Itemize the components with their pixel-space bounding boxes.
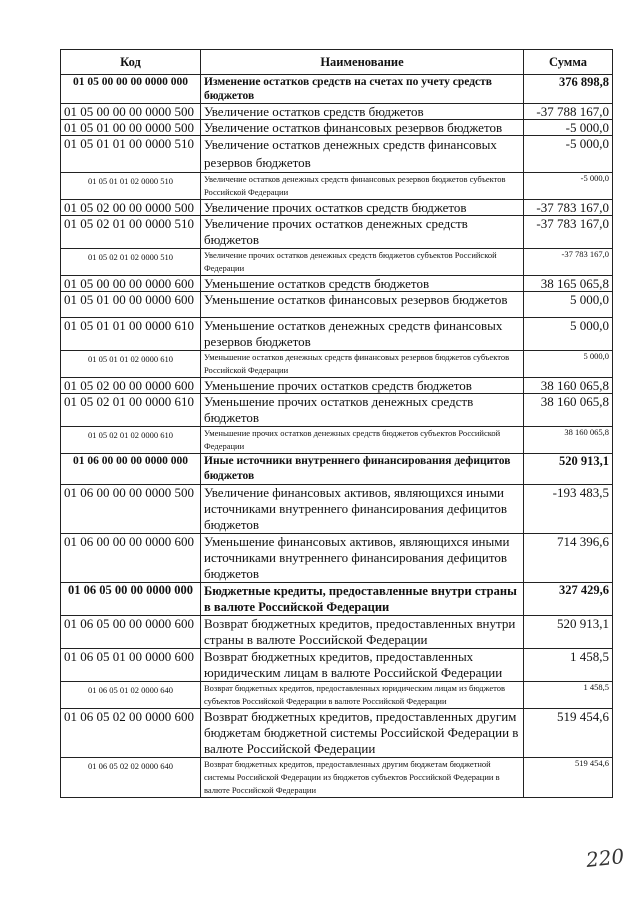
row-sum: 714 396,6 [524, 534, 613, 583]
row-code: 01 05 02 00 00 0000 600 [61, 378, 201, 394]
row-code: 01 05 01 01 02 0000 610 [61, 351, 201, 378]
table-row [61, 758, 613, 798]
row-code: 01 05 01 01 00 0000 510 [61, 136, 201, 173]
row-code: 01 05 02 01 02 0000 510 [61, 249, 201, 276]
row-code: 01 05 00 00 00 0000 000 [61, 75, 201, 104]
table-row [61, 427, 613, 454]
table-row [61, 104, 613, 120]
row-name: Уменьшение прочих остатков денежных средств бюджетов [201, 394, 524, 427]
row-name: Увеличение прочих остатков денежных средств бюджетов субъектов Российской Федерации [201, 249, 524, 276]
page-number: 220 [584, 844, 626, 872]
table-header-row [61, 50, 613, 75]
row-sum: -193 483,5 [524, 485, 613, 534]
table-row [61, 173, 613, 200]
row-name: Уменьшение прочих остатков денежных средств бюджетов субъектов Российской Федерации [201, 427, 524, 454]
row-name: Увеличение остатков денежных средств финансовых резервов бюджетов [201, 136, 524, 173]
row-name: Уменьшение остатков денежных средств финансовых резервов бюджетов [201, 318, 524, 351]
row-sum: 519 454,6 [524, 758, 613, 798]
row-sum: 5 000,0 [524, 292, 613, 318]
row-sum: 5 000,0 [524, 318, 613, 351]
row-sum: 38 160 065,8 [524, 394, 613, 427]
row-code: 01 05 00 00 00 0000 500 [61, 104, 201, 120]
row-code: 01 05 00 00 00 0000 600 [61, 276, 201, 292]
row-sum: 38 160 065,8 [524, 427, 613, 454]
table-row [61, 216, 613, 249]
row-sum: 519 454,6 [524, 709, 613, 758]
row-name: Бюджетные кредиты, предоставленные внутри страны в валюте Российской Федерации [201, 583, 524, 616]
table-row [61, 709, 613, 758]
row-code: 01 06 05 00 00 0000 000 [61, 583, 201, 616]
table-row [61, 200, 613, 216]
row-code: 01 06 00 00 00 0000 000 [61, 454, 201, 485]
row-name: Возврат бюджетных кредитов, предоставленных юридическим лицам из бюджетов субъектов Российской Федерации в валюте Российской Федерации [201, 682, 524, 709]
row-code: 01 06 05 01 02 0000 640 [61, 682, 201, 709]
row-sum: -37 783 167,0 [524, 200, 613, 216]
row-sum: 38 165 065,8 [524, 276, 613, 292]
table-row [61, 649, 613, 682]
table-row [61, 75, 613, 104]
row-sum: 520 913,1 [524, 616, 613, 649]
header-sum: Сумма [524, 50, 613, 75]
row-code: 01 06 05 00 00 0000 600 [61, 616, 201, 649]
header-code: Код [61, 50, 201, 75]
row-name: Увеличение остатков финансовых резервов бюджетов [201, 120, 524, 136]
row-sum: -5 000,0 [524, 173, 613, 200]
row-code: 01 05 01 01 00 0000 610 [61, 318, 201, 351]
row-code: 01 06 00 00 00 0000 600 [61, 534, 201, 583]
row-sum: 1 458,5 [524, 682, 613, 709]
row-sum: -37 788 167,0 [524, 104, 613, 120]
row-sum: 376 898,8 [524, 75, 613, 104]
row-code: 01 05 02 01 00 0000 610 [61, 394, 201, 427]
row-code: 01 05 01 00 00 0000 500 [61, 120, 201, 136]
row-name: Уменьшение финансовых активов, являющихся иными источниками внутреннего финансирования дефицитов бюджетов [201, 534, 524, 583]
row-sum: 1 458,5 [524, 649, 613, 682]
row-code: 01 06 05 01 00 0000 600 [61, 649, 201, 682]
row-code: 01 06 00 00 00 0000 500 [61, 485, 201, 534]
row-name: Иные источники внутреннего финансирования дефицитов бюджетов [201, 454, 524, 485]
table-row [61, 120, 613, 136]
table-row [61, 351, 613, 378]
header-name: Наименование [201, 50, 524, 75]
budget-sources-table [60, 49, 613, 798]
row-name: Увеличение остатков средств бюджетов [201, 104, 524, 120]
row-code: 01 05 01 01 02 0000 510 [61, 173, 201, 200]
table-row [61, 292, 613, 318]
row-name: Возврат бюджетных кредитов, предоставленных другим бюджетам бюджетной системы Российской Федерации в валюте Российской Федерации [201, 709, 524, 758]
table-row [61, 485, 613, 534]
row-name: Увеличение остатков денежных средств финансовых резервов бюджетов субъектов Российской Федерации [201, 173, 524, 200]
table-row [61, 249, 613, 276]
table-row [61, 318, 613, 351]
row-code: 01 05 02 01 00 0000 510 [61, 216, 201, 249]
row-name: Уменьшение остатков финансовых резервов бюджетов [201, 292, 524, 318]
row-code: 01 06 05 02 02 0000 640 [61, 758, 201, 798]
row-code: 01 05 02 00 00 0000 500 [61, 200, 201, 216]
row-sum: -37 783 167,0 [524, 216, 613, 249]
row-name: Возврат бюджетных кредитов, предоставленных внутри страны в валюте Российской Федерации [201, 616, 524, 649]
row-sum: 327 429,6 [524, 583, 613, 616]
table-row [61, 136, 613, 173]
row-sum: -37 783 167,0 [524, 249, 613, 276]
row-name: Увеличение прочих остатков денежных средств бюджетов [201, 216, 524, 249]
row-name: Уменьшение остатков средств бюджетов [201, 276, 524, 292]
table-row [61, 378, 613, 394]
row-code: 01 06 05 02 00 0000 600 [61, 709, 201, 758]
table-row [61, 276, 613, 292]
row-sum: 5 000,0 [524, 351, 613, 378]
table-row [61, 394, 613, 427]
row-name: Возврат бюджетных кредитов, предоставленных другим бюджетам бюджетной системы Российской Федерации из бюджетов субъектов Российской Федерации в валюте Российской Федерации [201, 758, 524, 798]
row-name: Возврат бюджетных кредитов, предоставленных юридическим лицам в валюте Российской Федерации [201, 649, 524, 682]
row-name: Уменьшение остатков денежных средств финансовых резервов бюджетов субъектов Российской Федерации [201, 351, 524, 378]
row-sum: -5 000,0 [524, 120, 613, 136]
table-row [61, 583, 613, 616]
row-code: 01 05 01 00 00 0000 600 [61, 292, 201, 318]
table-row [61, 616, 613, 649]
table-row [61, 454, 613, 485]
row-name: Увеличение финансовых активов, являющихся иными источниками внутреннего финансирования дефицитов бюджетов [201, 485, 524, 534]
row-sum: 520 913,1 [524, 454, 613, 485]
row-name: Уменьшение прочих остатков средств бюджетов [201, 378, 524, 394]
table-row [61, 682, 613, 709]
row-name: Увеличение прочих остатков средств бюджетов [201, 200, 524, 216]
row-sum: 38 160 065,8 [524, 378, 613, 394]
table-row [61, 534, 613, 583]
row-name: Изменение остатков средств на счетах по учету средств бюджетов [201, 75, 524, 104]
row-code: 01 05 02 01 02 0000 610 [61, 427, 201, 454]
row-sum: -5 000,0 [524, 136, 613, 173]
